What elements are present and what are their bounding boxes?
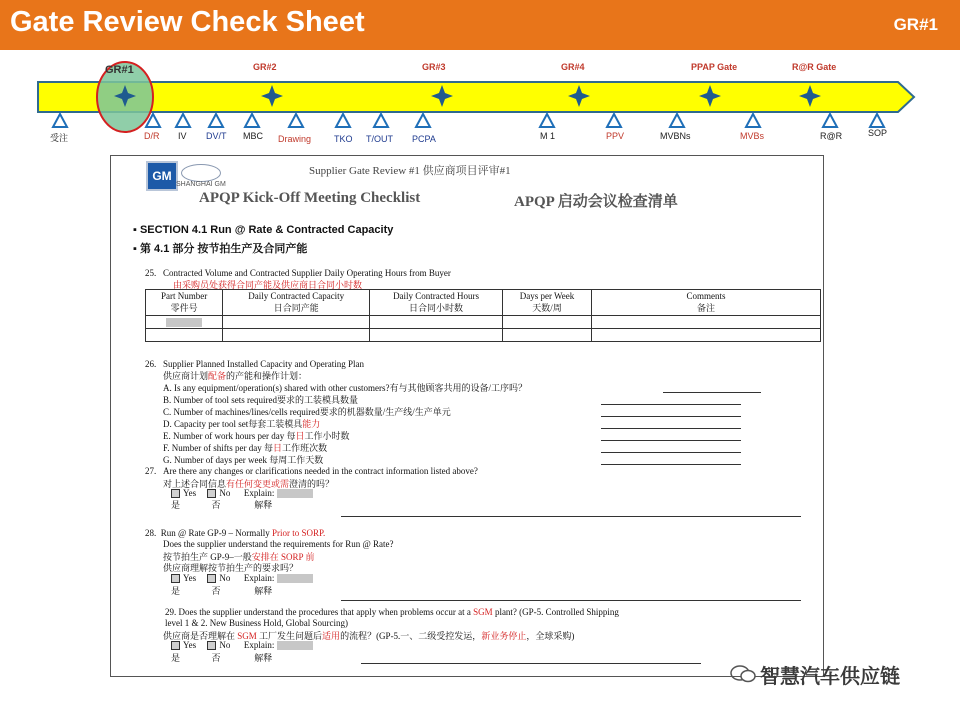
watermark-text: 智慧汽车供应链	[760, 664, 900, 688]
milestone-label: SOP	[868, 128, 888, 138]
answer-line[interactable]	[601, 416, 741, 417]
table-cell[interactable]	[370, 329, 503, 342]
triangle-marker	[540, 114, 554, 127]
answer-line[interactable]	[601, 452, 741, 453]
explain-field[interactable]	[277, 641, 313, 650]
q26-text-cn: 供应商计划配备的产能和操作计划：	[163, 371, 308, 381]
checklist-document	[110, 155, 824, 677]
milestone-label: PPV	[606, 131, 625, 141]
q29-answer-row: Yes No Explain:	[171, 640, 313, 650]
table-cell[interactable]	[503, 316, 592, 329]
answer-line[interactable]	[341, 516, 801, 517]
page-title: Gate Review Check Sheet	[10, 6, 365, 38]
title-bar	[0, 0, 960, 50]
answer-line[interactable]	[361, 663, 701, 664]
capacity-table	[145, 289, 821, 342]
no-checkbox[interactable]	[207, 641, 216, 650]
milestone-label: R@R	[820, 131, 843, 141]
milestone-label: MBC	[243, 131, 263, 141]
milestone-label: Drawing	[278, 134, 312, 144]
q27-answer-cn: 是 否 解释	[171, 500, 273, 510]
q28-text-cn: 按节拍生产 GP-9–一般安排在 SORP 前	[163, 552, 315, 562]
yes-checkbox[interactable]	[171, 574, 180, 583]
q28-text-2: Does the supplier understand the requirements for Run @ Rate?	[163, 539, 394, 549]
answer-line[interactable]	[601, 464, 741, 465]
q26-text: 26. Supplier Planned Installed Capacity and Operating Plan	[145, 359, 364, 369]
wechat-icon	[730, 664, 756, 684]
col-part-number: Part Number 零件号	[146, 290, 223, 316]
gate-label-gr1: GR#1	[105, 64, 134, 76]
q29-answer-cn: 是 否 解释	[171, 653, 273, 663]
table-cell[interactable]	[146, 329, 223, 342]
q28-answer-cn: 是 否 解释	[171, 586, 273, 596]
table-cell[interactable]	[592, 329, 821, 342]
q26-item-f: F. Number of shifts per day 每日工作班次数	[163, 443, 328, 453]
answer-line[interactable]	[601, 404, 741, 405]
q29-text-2: level 1 & 2. New Business Hold, Global Sourcing)	[165, 618, 348, 628]
gate-label-ppap: PPAP Gate	[691, 62, 738, 72]
triangle-marker	[176, 114, 190, 127]
q26-item-d: D. Capacity per tool set每套工装模具能力	[163, 419, 321, 429]
triangle-marker	[670, 114, 684, 127]
q28-text-cn-2: 供应商理解按节拍生产的要求吗？	[163, 563, 299, 573]
sgm-logo-text: SHANGHAI GM	[176, 181, 226, 188]
q29-text-cn: 供应商是否理解在 SGM 工厂发生问题后适用的流程？(GP-5.一、二级受控发运，新业务停止，全球采购)	[163, 631, 575, 641]
table-row	[146, 329, 821, 342]
table-row	[146, 316, 821, 329]
table-cell[interactable]	[592, 316, 821, 329]
answer-line[interactable]	[601, 440, 741, 441]
triangle-marker	[416, 114, 430, 127]
table-cell[interactable]	[223, 329, 370, 342]
review-title: Supplier Gate Review #1 供应商项目评审#1	[309, 165, 511, 177]
q25-text-cn: 由采购员处获得合同产能及供应商日合同小时数	[173, 280, 363, 290]
gate-badge: GR#1	[893, 15, 938, 34]
q29-text: 29. Does the supplier understand the procedures that apply when problems occur at a SGM plant? (GP-5. Controlled Shipping	[165, 607, 619, 617]
milestone-label: PCPA	[412, 134, 436, 144]
q26-item-c: C. Number of machines/lines/cells required要求的机器数量/生产线/生产单元	[163, 407, 451, 417]
col-daily-hours: Daily Contracted Hours 日合同小时数	[370, 290, 503, 316]
gate-label-gr4: GR#4	[561, 62, 585, 72]
q27-text-cn: 对上述合同信息有任何变更或需澄清的吗？	[163, 479, 335, 489]
section-title-en: ▪ SECTION 4.1 Run @ Rate & Contracted Capacity	[133, 224, 394, 236]
milestone-label: MVBs	[740, 131, 765, 141]
col-comments: Comments 备注	[592, 290, 821, 316]
triangle-marker	[209, 114, 223, 127]
explain-field[interactable]	[277, 574, 313, 583]
q28-answer-row: Yes No Explain:	[171, 573, 313, 583]
milestone-label: DV/T	[206, 131, 227, 141]
no-checkbox[interactable]	[207, 574, 216, 583]
answer-line[interactable]	[663, 392, 761, 393]
gate-label-gr3: GR#3	[422, 62, 446, 72]
milestone-label: T/OUT	[366, 134, 393, 144]
triangle-marker	[823, 114, 837, 127]
table-cell[interactable]	[223, 316, 370, 329]
table-cell[interactable]	[146, 316, 223, 329]
milestone-label: IV	[178, 131, 187, 141]
triangle-marker	[245, 114, 259, 127]
triangle-marker	[53, 114, 67, 127]
table-cell[interactable]	[503, 329, 592, 342]
gate-label-rr: R@R Gate	[792, 62, 837, 72]
q26-item-g: G. Number of days per week 每周工作天数	[163, 455, 324, 465]
timeline-bar	[38, 82, 914, 112]
sgm-logo-icon	[181, 164, 221, 182]
q25-text: 25. Contracted Volume and Contracted Supplier Daily Operating Hours from Buyer	[145, 268, 451, 278]
answer-line[interactable]	[341, 600, 801, 601]
milestone-label: M 1	[540, 131, 556, 141]
q26-item-a: A. Is any equipment/operation(s) shared with other customers?有与其他顾客共用的设备/工序吗？	[163, 383, 527, 393]
milestone-label: 受注	[50, 133, 69, 143]
table-header-row	[146, 290, 821, 316]
milestone-label: TKO	[334, 134, 353, 144]
explain-field[interactable]	[277, 489, 313, 498]
triangle-marker	[336, 114, 350, 127]
triangle-marker	[374, 114, 388, 127]
checklist-title-en: APQP Kick-Off Meeting Checklist	[199, 190, 421, 206]
triangle-marker	[607, 114, 621, 127]
q26-item-e: E. Number of work hours per day 每日工作小时数	[163, 431, 350, 441]
answer-line[interactable]	[601, 428, 741, 429]
triangle-marker	[289, 114, 303, 127]
gate-label-gr2: GR#2	[253, 62, 277, 72]
triangle-marker	[746, 114, 760, 127]
col-days-per-week: Days per Week 天数/周	[503, 290, 592, 316]
milestone-label: MVBNs	[660, 131, 691, 141]
triangle-marker	[870, 114, 884, 127]
q28-text: 28. Run @ Rate GP-9 – Normally Prior to SORP.	[145, 528, 326, 538]
milestone-label: D/R	[144, 131, 160, 141]
gm-logo: GM	[146, 161, 178, 191]
q27-answer-row: Yes No Explain:	[171, 488, 313, 498]
checklist-title-cn: APQP 启动会议检查清单	[514, 194, 678, 210]
yes-checkbox[interactable]	[171, 641, 180, 650]
milestone-triangles	[53, 114, 884, 127]
section-title-cn: ▪ 第 4.1 部分 按节拍生产及合同产能	[133, 243, 308, 255]
q26-item-b: B. Number of tool sets required要求的工装模具数量	[163, 395, 359, 405]
table-cell[interactable]	[370, 316, 503, 329]
col-daily-capacity: Daily Contracted Capacity 日合同产能	[223, 290, 370, 316]
q27-text: 27. Are there any changes or clarifications needed in the contract information listed above?	[145, 466, 478, 476]
